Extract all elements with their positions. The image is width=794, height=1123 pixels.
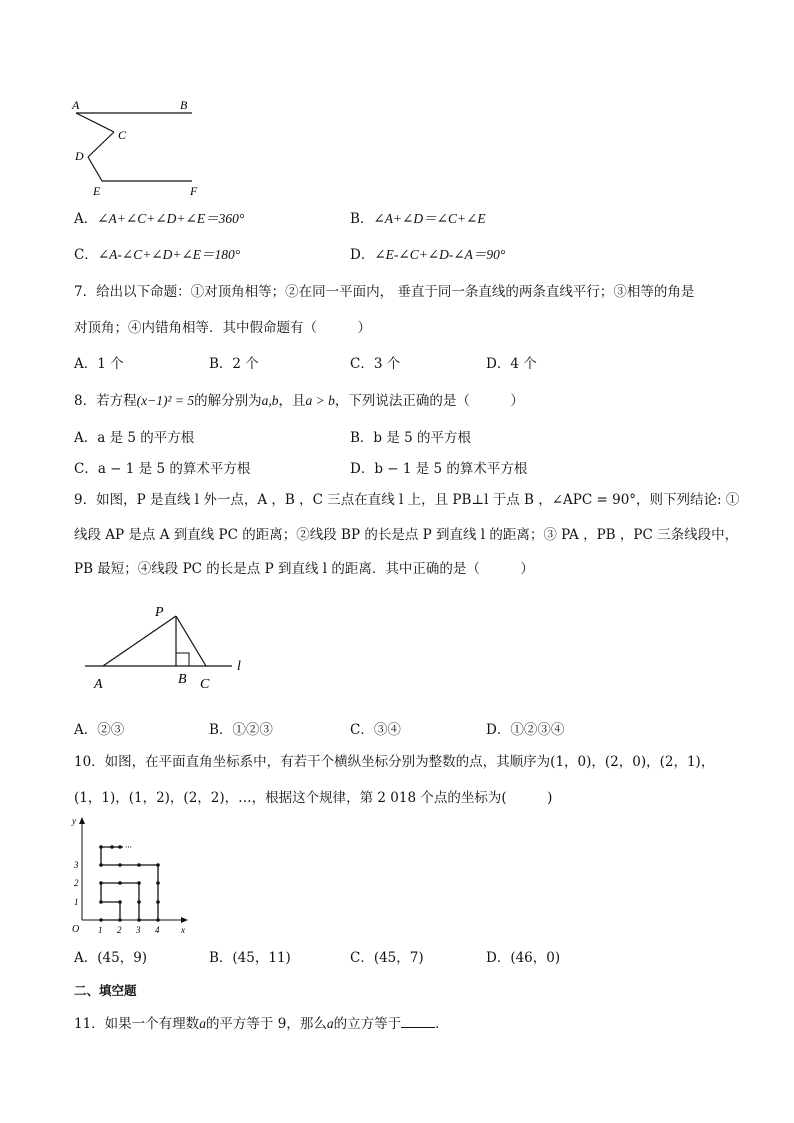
q7-stem-line1: 7．给出以下命题：①对顶角相等；②在同一平面内， 垂直于同一条直线的两条直线平行；③相等的角是 — [74, 284, 695, 300]
q10-option-a: A．(45，9) — [74, 950, 148, 966]
y-tick-1: 1 — [74, 897, 79, 907]
segment-pc — [176, 616, 206, 666]
q11-stem — [74, 1012, 449, 1032]
origin-label: O — [72, 924, 80, 935]
line-de — [88, 157, 102, 181]
q7-option-d: D．4 个 — [486, 356, 537, 372]
line-ac — [76, 113, 114, 132]
q7-stem-line2: 对顶角；④内错角相等．其中假命题有（ ） — [74, 320, 371, 336]
y-axis-label: y — [72, 816, 76, 826]
segment-pa — [103, 616, 176, 666]
option-text: ∠A+∠C+∠D+∠E＝360° — [97, 211, 245, 226]
q6-option-b — [350, 207, 486, 227]
x-arrow-icon — [181, 917, 188, 923]
label-c: C — [200, 677, 210, 692]
option-text: ∠E-∠C+∠D-∠A＝90° — [374, 247, 506, 262]
q11-end: ． — [435, 1016, 449, 1032]
figure-q9-triangle — [80, 600, 280, 695]
figure-q6-zigzag — [60, 92, 220, 202]
q6-option-a — [74, 207, 244, 227]
q9-stem-line1: 9．如图，P 是直线 l 外一点，A ，B ，C 三点在直线 l 上，且 PB⊥l 于点 B ，∠APC = 90°，则下列结论: ① — [74, 492, 740, 508]
x-axis-label: x — [181, 925, 185, 935]
option-text: ∠A-∠C+∠D+∠E＝180° — [97, 247, 241, 262]
label-b: B — [180, 98, 188, 112]
q8-mid2: ，且 — [278, 393, 306, 409]
label-e: E — [93, 184, 101, 198]
x-tick-4: 4 — [155, 925, 160, 935]
q11-var-a2: a — [326, 1016, 334, 1031]
q10-option-d: D．(46，0) — [486, 950, 561, 966]
y-arrow-icon — [79, 817, 85, 824]
label-b: B — [178, 672, 187, 687]
q7-option-c: C．3 个 — [350, 356, 401, 372]
q9-option-a: A．②③ — [74, 722, 125, 738]
q6-option-d — [350, 243, 505, 263]
figure-q10-grid-path — [68, 812, 198, 937]
option-label: D． — [350, 247, 375, 263]
answer-blank[interactable] — [401, 1015, 435, 1028]
option-label: B． — [350, 211, 374, 227]
q9-stem-line3: PB 最短；④线段 PC 的长是点 P 到直线 l 的距离．其中正确的是（ ） — [74, 561, 534, 577]
option-label: A． — [74, 211, 98, 227]
x-tick-2: 2 — [117, 925, 122, 935]
label-l: l — [237, 659, 241, 674]
q8-post: ，下列说法正确的是（ ） — [334, 393, 524, 409]
q8-vars: a,b — [261, 393, 279, 408]
q9-option-b: B．①②③ — [209, 722, 273, 738]
q9-option-d: D．①②③④ — [486, 722, 565, 738]
q11-mid: 的平方等于 9，那么 — [205, 1016, 327, 1032]
q9-stem-line2: 线段 AP 是点 A 到直线 PC 的距离；②线段 BP 的长是点 P 到直线 l 的距离；③ PA ，PB ，PC 三条线段中， — [74, 527, 739, 543]
right-angle-mark — [176, 653, 189, 666]
q8-condition: a > b — [305, 393, 335, 408]
label-a: A — [94, 677, 103, 692]
section-heading-fill-in: 二、填空题 — [74, 983, 137, 998]
q8-equation: (x−1)² = 5 — [136, 393, 195, 408]
label-d: D — [75, 149, 84, 163]
q7-option-a: A．1 个 — [74, 356, 124, 372]
q10-option-c: C．(45，7) — [350, 950, 424, 966]
q8-option-a: A．a 是 5 的平方根 — [74, 430, 195, 446]
q8-pre: 8．若方程 — [74, 393, 137, 409]
q10-option-b: B．(45，11) — [209, 950, 291, 966]
x-tick-1: 1 — [98, 925, 103, 935]
y-tick-3: 3 — [74, 860, 79, 870]
q8-mid: 的解分别为 — [194, 393, 262, 409]
label-f: F — [190, 184, 198, 198]
q11-post: 的立方等于 — [333, 1016, 402, 1032]
q11-pre: 11．如果一个有理数 — [74, 1016, 200, 1032]
y-tick-2: 2 — [74, 878, 79, 888]
option-label: C． — [74, 247, 98, 263]
q11-var-a: a — [199, 1016, 206, 1031]
q8-stem — [74, 389, 524, 409]
q8-option-c: C．a − 1 是 5 的算术平方根 — [74, 461, 251, 477]
label-c: C — [118, 128, 127, 142]
q8-option-b: B．b 是 5 的平方根 — [350, 430, 472, 446]
q9-option-c: C．③④ — [350, 722, 401, 738]
q10-stem-line1: 10．如图，在平面直角坐标系中，有若干个横纵坐标分别为整数的点，其顺序为(1，0)，(2，0)，(2，1)， — [74, 754, 715, 770]
q10-stem-line2: (1，1)，(1，2)，(2，2)，…，根据这个规律，第 2 018 个点的坐标为( ) — [74, 790, 553, 806]
label-p: P — [155, 605, 164, 620]
x-tick-3: 3 — [136, 925, 141, 935]
spiral-path — [101, 847, 158, 920]
option-text: ∠A+∠D＝∠C+∠E — [373, 211, 486, 226]
q7-option-b: B．2 个 — [209, 356, 259, 372]
q8-option-d: D．b − 1 是 5 的算术平方根 — [350, 461, 528, 477]
line-cd — [88, 132, 114, 157]
ellipsis-label: ··· — [125, 842, 132, 852]
label-a: A — [72, 98, 80, 112]
q6-option-c — [74, 243, 240, 263]
